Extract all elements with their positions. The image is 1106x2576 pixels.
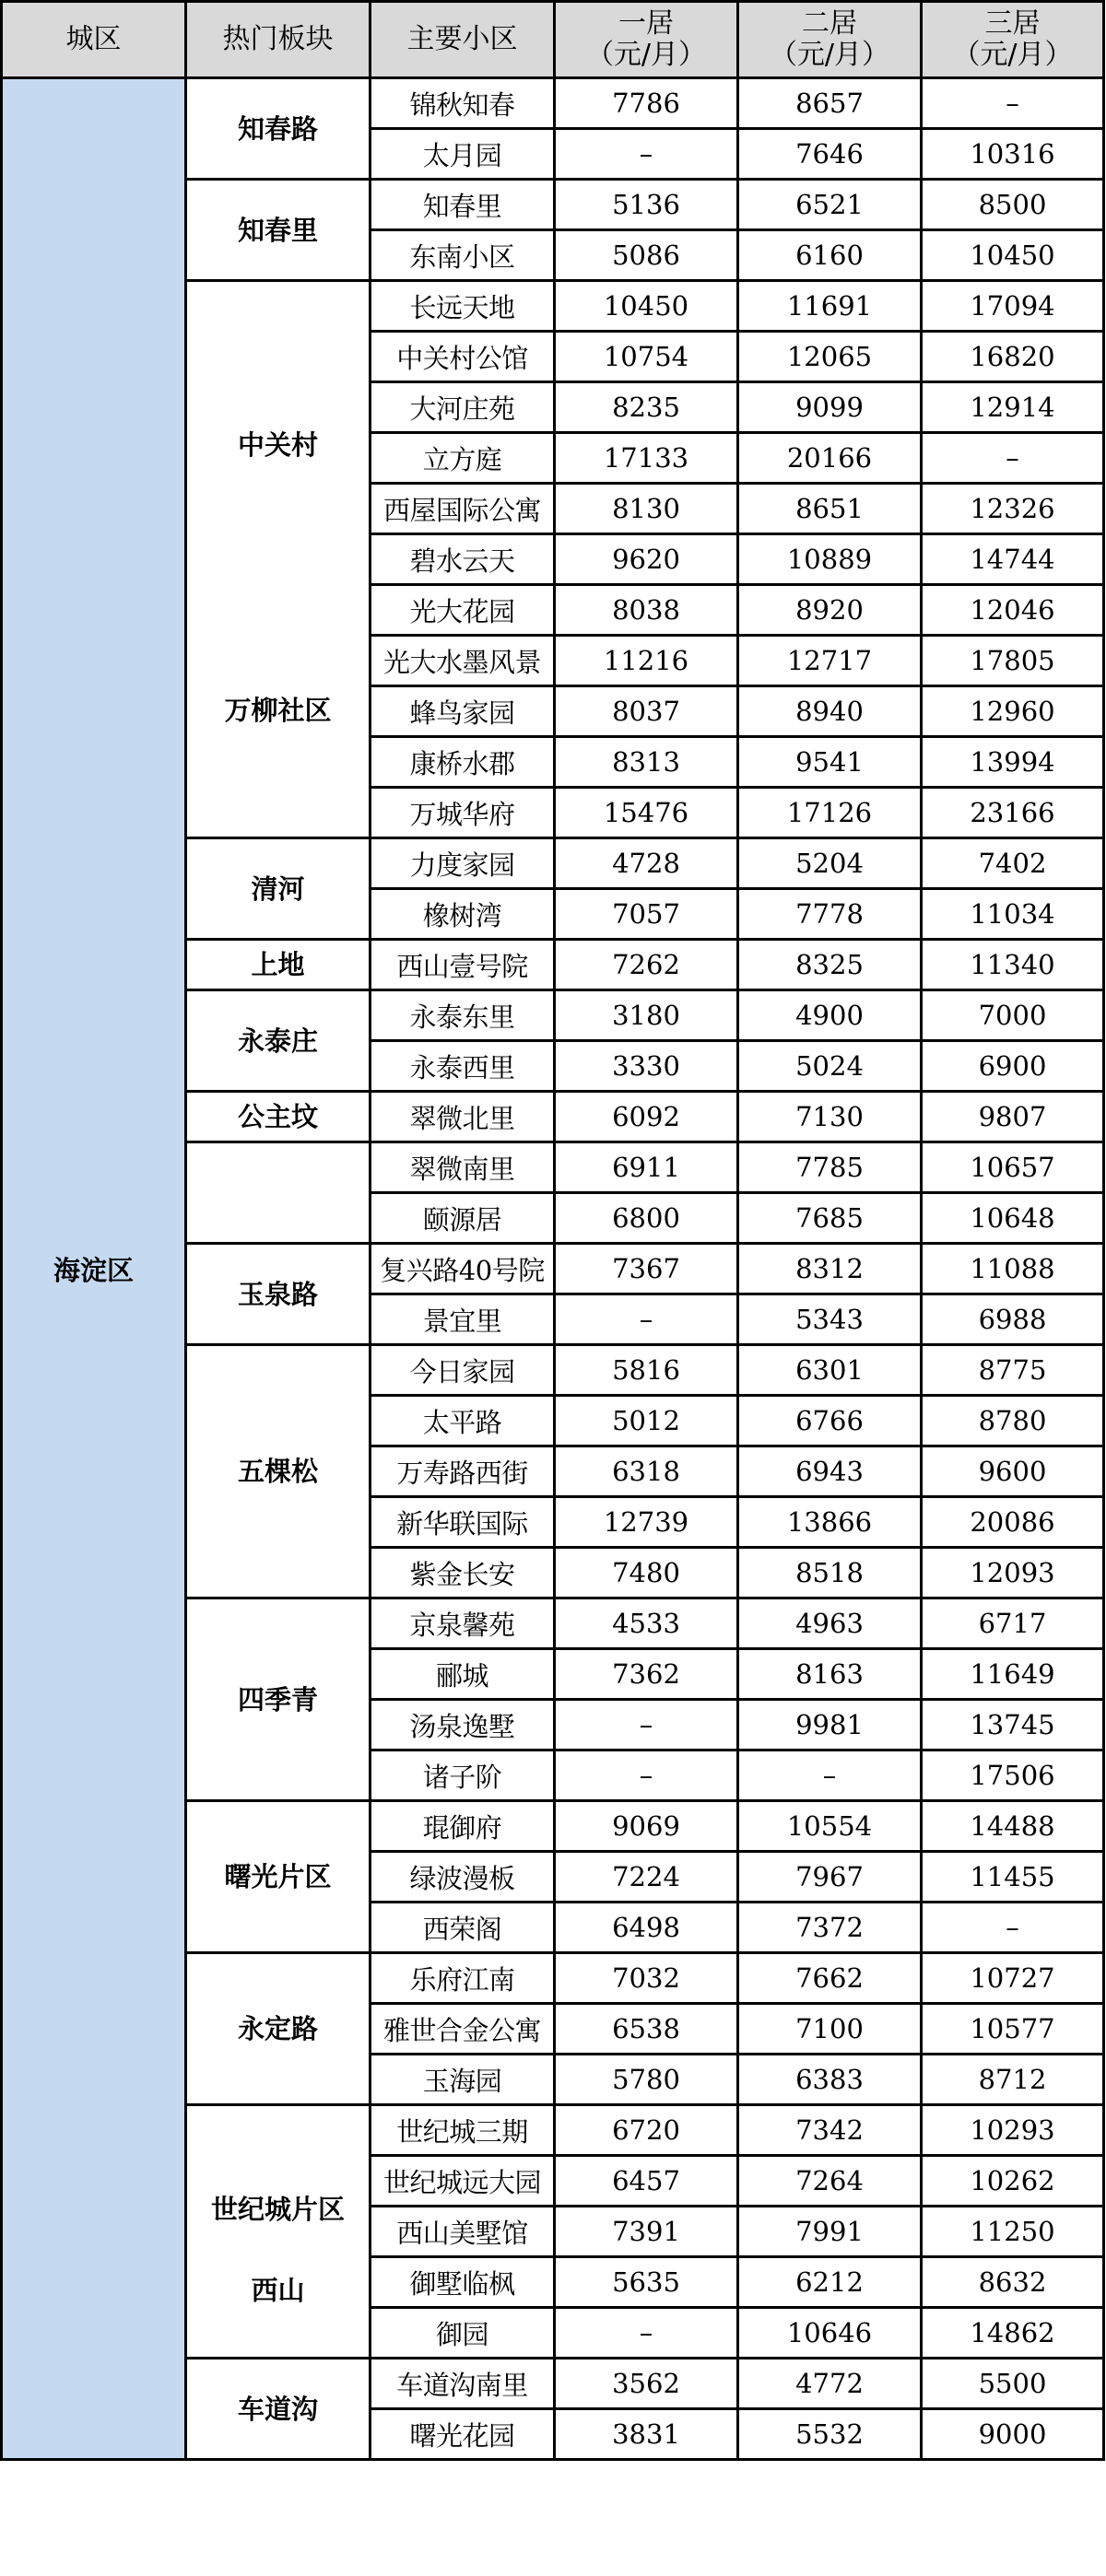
three-bedroom-rent-cell: 8712: [922, 2055, 1104, 2105]
three-bedroom-rent-cell: 10648: [922, 1193, 1104, 1244]
community-cell: 御墅临枫: [371, 2257, 555, 2308]
community-cell: 橡树湾: [371, 889, 555, 940]
three-bedroom-rent-cell: 6717: [922, 1598, 1104, 1649]
two-bedroom-rent-cell: 11691: [738, 281, 922, 332]
one-bedroom-rent-cell: 10450: [555, 281, 738, 332]
sector-cell: [186, 1801, 371, 1953]
one-bedroom-rent-cell: 7057: [555, 889, 738, 940]
sector-cell: [186, 2359, 371, 2460]
one-bedroom-rent-cell: –: [555, 2308, 738, 2359]
two-bedroom-rent-cell: 7785: [738, 1142, 922, 1193]
sector-label: 公主坟: [237, 1101, 318, 1132]
three-bedroom-rent-cell: 20086: [922, 1497, 1104, 1548]
community-cell: 立方庭: [371, 433, 555, 484]
community-cell: 西山美墅馆: [371, 2207, 555, 2257]
one-bedroom-rent-cell: 5086: [555, 230, 738, 281]
three-bedroom-rent-cell: 10577: [922, 2004, 1104, 2055]
three-bedroom-rent-cell: 9000: [922, 2409, 1104, 2460]
two-bedroom-rent-cell: 5024: [738, 1041, 922, 1092]
community-cell: 诸子阶: [371, 1751, 555, 1801]
community-cell: 万寿路西街: [371, 1446, 555, 1497]
community-cell: 新华联国际: [371, 1497, 555, 1548]
one-bedroom-rent-cell: 3330: [555, 1041, 738, 1092]
sector-label: 清河: [251, 872, 305, 905]
three-bedroom-rent-cell: 17094: [922, 281, 1104, 332]
three-bedroom-rent-cell: 14488: [922, 1801, 1104, 1852]
three-bedroom-rent-cell: 17805: [922, 636, 1104, 686]
one-bedroom-rent-cell: 8235: [555, 382, 738, 433]
sector-label: 车道沟: [237, 2393, 318, 2425]
two-bedroom-rent-cell: –: [738, 1751, 922, 1801]
two-bedroom-rent-cell: 7100: [738, 2004, 922, 2055]
two-bedroom-header: 二居 （元/月）: [738, 2, 922, 78]
two-bedroom-rent-cell: 7991: [738, 2207, 922, 2257]
two-bedroom-rent-cell: 5204: [738, 838, 922, 889]
two-bedroom-rent-cell: 12065: [738, 332, 922, 382]
three-bedroom-rent-cell: 7402: [922, 838, 1104, 889]
community-cell: 世纪城远大园: [371, 2156, 555, 2207]
three-bedroom-rent-cell: 11455: [922, 1852, 1104, 1903]
sector-label: 万柳社区: [224, 695, 332, 726]
three-bedroom-rent-cell: 10657: [922, 1142, 1104, 1193]
community-cell: 长远天地: [371, 281, 555, 332]
community-cell: 永泰西里: [371, 1041, 555, 1092]
community-cell: 世纪城三期: [371, 2105, 555, 2156]
one-bedroom-rent-cell: 7391: [555, 2207, 738, 2257]
community-cell: 颐源居: [371, 1193, 555, 1244]
community-cell: 大河庄苑: [371, 382, 555, 433]
one-bedroom-rent-cell: –: [555, 129, 738, 180]
sector-label: 曙光片区: [224, 1861, 332, 1892]
one-bedroom-rent-cell: 8038: [555, 585, 738, 636]
three-bedroom-rent-cell: 10316: [922, 129, 1104, 180]
two-bedroom-rent-cell: 7967: [738, 1852, 922, 1903]
three-bedroom-rent-cell: 8500: [922, 180, 1104, 230]
one-bedroom-rent-cell: 6092: [555, 1092, 738, 1142]
sector-cell: [186, 78, 371, 180]
one-bedroom-rent-cell: –: [555, 1751, 738, 1801]
community-header: 主要小区: [371, 2, 555, 78]
one-bedroom-rent-cell: 6800: [555, 1193, 738, 1244]
one-bedroom-rent-cell: 6538: [555, 2004, 738, 2055]
sector-cell: [186, 180, 371, 281]
community-cell: 雅世合金公寓: [371, 2004, 555, 2055]
three-bedroom-rent-cell: 6988: [922, 1294, 1104, 1345]
community-cell: 紫金长安: [371, 1548, 555, 1598]
two-bedroom-rent-cell: 8920: [738, 585, 922, 636]
two-bedroom-rent-cell: 8651: [738, 484, 922, 534]
community-cell: 光大水墨风景: [371, 636, 555, 686]
one-bedroom-rent-cell: 8130: [555, 484, 738, 534]
community-cell: 力度家园: [371, 838, 555, 889]
one-bedroom-rent-cell: 6457: [555, 2156, 738, 2207]
two-bedroom-rent-cell: 7130: [738, 1092, 922, 1142]
two-bedroom-rent-cell: 10889: [738, 534, 922, 585]
one-bedroom-rent-cell: 7224: [555, 1852, 738, 1903]
one-bedroom-rent-cell: 10754: [555, 332, 738, 382]
one-bedroom-rent-cell: 15476: [555, 788, 738, 838]
community-cell: 玉海园: [371, 2055, 555, 2105]
community-cell: 蜂鸟家园: [371, 686, 555, 737]
community-cell: 曙光花园: [371, 2409, 555, 2460]
one-bedroom-rent-cell: 6498: [555, 1903, 738, 1953]
community-cell: 太月园: [371, 129, 555, 180]
three-bedroom-rent-cell: 11649: [922, 1649, 1104, 1700]
community-cell: 知春里: [371, 180, 555, 230]
sector-label: 玉泉路: [237, 1278, 318, 1310]
table-row: [2, 78, 1104, 129]
two-bedroom-rent-cell: 7646: [738, 129, 922, 180]
one-bedroom-rent-cell: 7362: [555, 1649, 738, 1700]
one-bedroom-rent-cell: 5816: [555, 1345, 738, 1396]
sector-label: 西山: [251, 2275, 305, 2306]
community-cell: 万城华府: [371, 788, 555, 838]
one-bedroom-rent-cell: 17133: [555, 433, 738, 484]
two-bedroom-rent-cell: 8657: [738, 78, 922, 129]
community-cell: 车道沟南里: [371, 2359, 555, 2409]
sector-label: 上地: [251, 949, 305, 980]
one-bedroom-header: 一居 （元/月）: [555, 2, 738, 78]
three-bedroom-rent-cell: 14744: [922, 534, 1104, 585]
two-bedroom-rent-cell: 4900: [738, 990, 922, 1041]
table-body: [2, 78, 1104, 2460]
two-bedroom-rent-cell: 7662: [738, 1953, 922, 2004]
one-bedroom-rent-cell: 8037: [555, 686, 738, 737]
district-cell: 海淀区: [2, 78, 186, 2460]
district-header: 城区: [2, 2, 186, 78]
two-bedroom-rent-cell: 8940: [738, 686, 922, 737]
two-bedroom-rent-cell: 10554: [738, 1801, 922, 1852]
one-bedroom-rent-cell: 5635: [555, 2257, 738, 2308]
community-cell: 景宜里: [371, 1294, 555, 1345]
one-bedroom-rent-cell: 3562: [555, 2359, 738, 2409]
three-bedroom-rent-cell: –: [922, 433, 1104, 484]
two-bedroom-rent-cell: 8312: [738, 1244, 922, 1294]
sector-label: 知春里: [237, 214, 318, 246]
three-bedroom-rent-cell: 11034: [922, 889, 1104, 940]
three-bedroom-rent-cell: 10293: [922, 2105, 1104, 2156]
sector-cell: [186, 2105, 371, 2359]
community-cell: 光大花园: [371, 585, 555, 636]
sector-label: 世纪城片区: [210, 2194, 345, 2225]
three-bedroom-rent-cell: 10450: [922, 230, 1104, 281]
two-bedroom-rent-cell: 7685: [738, 1193, 922, 1244]
community-cell: 今日家园: [371, 1345, 555, 1396]
sector-cell: [186, 1345, 371, 1598]
community-cell: 东南小区: [371, 230, 555, 281]
two-bedroom-rent-cell: 7778: [738, 889, 922, 940]
two-bedroom-rent-cell: 12717: [738, 636, 922, 686]
community-cell: 康桥水郡: [371, 737, 555, 788]
three-bedroom-rent-cell: 12046: [922, 585, 1104, 636]
sector-label: 五棵松: [237, 1456, 318, 1487]
sector-cell: [186, 1092, 371, 1142]
two-bedroom-rent-cell: 20166: [738, 433, 922, 484]
three-bedroom-rent-cell: 6900: [922, 1041, 1104, 1092]
one-bedroom-rent-cell: 3180: [555, 990, 738, 1041]
three-bedroom-rent-cell: –: [922, 78, 1104, 129]
community-cell: 御园: [371, 2308, 555, 2359]
three-bedroom-rent-cell: 11250: [922, 2207, 1104, 2257]
two-bedroom-rent-cell: 17126: [738, 788, 922, 838]
sector-label: 永泰庄: [237, 1025, 318, 1057]
three-bedroom-rent-cell: 8775: [922, 1345, 1104, 1396]
one-bedroom-rent-cell: 8313: [555, 737, 738, 788]
three-bedroom-rent-cell: 12960: [922, 686, 1104, 737]
three-bedroom-rent-cell: 12093: [922, 1548, 1104, 1598]
one-bedroom-rent-cell: 7262: [555, 940, 738, 990]
one-bedroom-rent-cell: 4533: [555, 1598, 738, 1649]
three-bedroom-rent-cell: 7000: [922, 990, 1104, 1041]
sector-cell: [186, 1244, 371, 1345]
two-bedroom-rent-cell: 9099: [738, 382, 922, 433]
two-bedroom-rent-cell: 5532: [738, 2409, 922, 2460]
two-bedroom-rent-cell: 4772: [738, 2359, 922, 2409]
one-bedroom-rent-cell: 7786: [555, 78, 738, 129]
community-cell: 绿波漫板: [371, 1852, 555, 1903]
sector-cell: [186, 990, 371, 1092]
community-cell: 翠微北里: [371, 1092, 555, 1142]
two-bedroom-rent-cell: 6943: [738, 1446, 922, 1497]
community-cell: 京泉馨苑: [371, 1598, 555, 1649]
two-bedroom-rent-cell: 9541: [738, 737, 922, 788]
sector-label: 知春路: [237, 112, 318, 145]
sector-label: 四季青: [237, 1683, 318, 1715]
three-bedroom-rent-cell: 8632: [922, 2257, 1104, 2308]
three-bedroom-rent-cell: 8780: [922, 1396, 1104, 1446]
sector-header: 热门板块: [186, 2, 371, 78]
sector-cell: [186, 940, 371, 990]
one-bedroom-rent-cell: 12739: [555, 1497, 738, 1548]
community-cell: 汤泉逸墅: [371, 1700, 555, 1751]
two-bedroom-rent-cell: 9981: [738, 1700, 922, 1751]
community-cell: 琨御府: [371, 1801, 555, 1852]
three-bedroom-rent-cell: 11340: [922, 940, 1104, 990]
community-cell: 西屋国际公寓: [371, 484, 555, 534]
sector-cell: [186, 281, 371, 838]
community-cell: 太平路: [371, 1396, 555, 1446]
three-bedroom-rent-cell: 13994: [922, 737, 1104, 788]
three-bedroom-rent-cell: 5500: [922, 2359, 1104, 2409]
one-bedroom-rent-cell: 3831: [555, 2409, 738, 2460]
three-bedroom-rent-cell: 9807: [922, 1092, 1104, 1142]
two-bedroom-rent-cell: 8325: [738, 940, 922, 990]
two-bedroom-rent-cell: 4963: [738, 1598, 922, 1649]
two-bedroom-rent-cell: 6521: [738, 180, 922, 230]
one-bedroom-rent-cell: 6720: [555, 2105, 738, 2156]
one-bedroom-rent-cell: –: [555, 1700, 738, 1751]
two-bedroom-rent-cell: 8163: [738, 1649, 922, 1700]
sector-label: 中关村: [237, 429, 318, 461]
one-bedroom-rent-cell: 7032: [555, 1953, 738, 2004]
community-cell: 翠微南里: [371, 1142, 555, 1193]
sector-cell: [186, 1142, 371, 1244]
one-bedroom-rent-cell: 5136: [555, 180, 738, 230]
three-bedroom-rent-cell: 12326: [922, 484, 1104, 534]
community-cell: 中关村公馆: [371, 332, 555, 382]
three-bedroom-rent-cell: 10727: [922, 1953, 1104, 2004]
three-bedroom-rent-cell: 10262: [922, 2156, 1104, 2207]
one-bedroom-rent-cell: 7367: [555, 1244, 738, 1294]
community-cell: 乐府江南: [371, 1953, 555, 2004]
two-bedroom-rent-cell: 13866: [738, 1497, 922, 1548]
three-bedroom-rent-cell: –: [922, 1903, 1104, 1953]
one-bedroom-rent-cell: 9620: [555, 534, 738, 585]
three-bedroom-rent-cell: 16820: [922, 332, 1104, 382]
community-cell: 锦秋知春: [371, 78, 555, 129]
two-bedroom-rent-cell: 7372: [738, 1903, 922, 1953]
sector-label: 永定路: [237, 2013, 318, 2044]
one-bedroom-rent-cell: 7480: [555, 1548, 738, 1598]
community-cell: 西山壹号院: [371, 940, 555, 990]
community-cell: 永泰东里: [371, 990, 555, 1041]
three-bedroom-rent-cell: 13745: [922, 1700, 1104, 1751]
two-bedroom-rent-cell: 6212: [738, 2257, 922, 2308]
two-bedroom-rent-cell: 5343: [738, 1294, 922, 1345]
two-bedroom-rent-cell: 7342: [738, 2105, 922, 2156]
one-bedroom-rent-cell: 9069: [555, 1801, 738, 1852]
sector-cell: [186, 1598, 371, 1801]
one-bedroom-rent-cell: 4728: [555, 838, 738, 889]
one-bedroom-rent-cell: 6911: [555, 1142, 738, 1193]
two-bedroom-rent-cell: 10646: [738, 2308, 922, 2359]
two-bedroom-rent-cell: 8518: [738, 1548, 922, 1598]
one-bedroom-rent-cell: –: [555, 1294, 738, 1345]
two-bedroom-rent-cell: 6383: [738, 2055, 922, 2105]
three-bedroom-rent-cell: 12914: [922, 382, 1104, 433]
two-bedroom-rent-cell: 7264: [738, 2156, 922, 2207]
table-header-row: [2, 2, 1104, 78]
community-cell: 郦城: [371, 1649, 555, 1700]
two-bedroom-rent-cell: 6301: [738, 1345, 922, 1396]
three-bedroom-rent-cell: 14862: [922, 2308, 1104, 2359]
three-bedroom-rent-cell: 17506: [922, 1751, 1104, 1801]
three-bedroom-rent-cell: 23166: [922, 788, 1104, 838]
one-bedroom-rent-cell: 5780: [555, 2055, 738, 2105]
community-cell: 西荣阁: [371, 1903, 555, 1953]
community-cell: 碧水云天: [371, 534, 555, 585]
one-bedroom-rent-cell: 6318: [555, 1446, 738, 1497]
three-bedroom-rent-cell: 9600: [922, 1446, 1104, 1497]
sector-cell: [186, 838, 371, 940]
sector-cell: [186, 1953, 371, 2105]
two-bedroom-rent-cell: 6160: [738, 230, 922, 281]
community-cell: 复兴路40号院: [371, 1244, 555, 1294]
two-bedroom-rent-cell: 6766: [738, 1396, 922, 1446]
one-bedroom-rent-cell: 11216: [555, 636, 738, 686]
three-bedroom-header: 三居 （元/月）: [922, 2, 1104, 78]
three-bedroom-rent-cell: 11088: [922, 1244, 1104, 1294]
one-bedroom-rent-cell: 5012: [555, 1396, 738, 1446]
